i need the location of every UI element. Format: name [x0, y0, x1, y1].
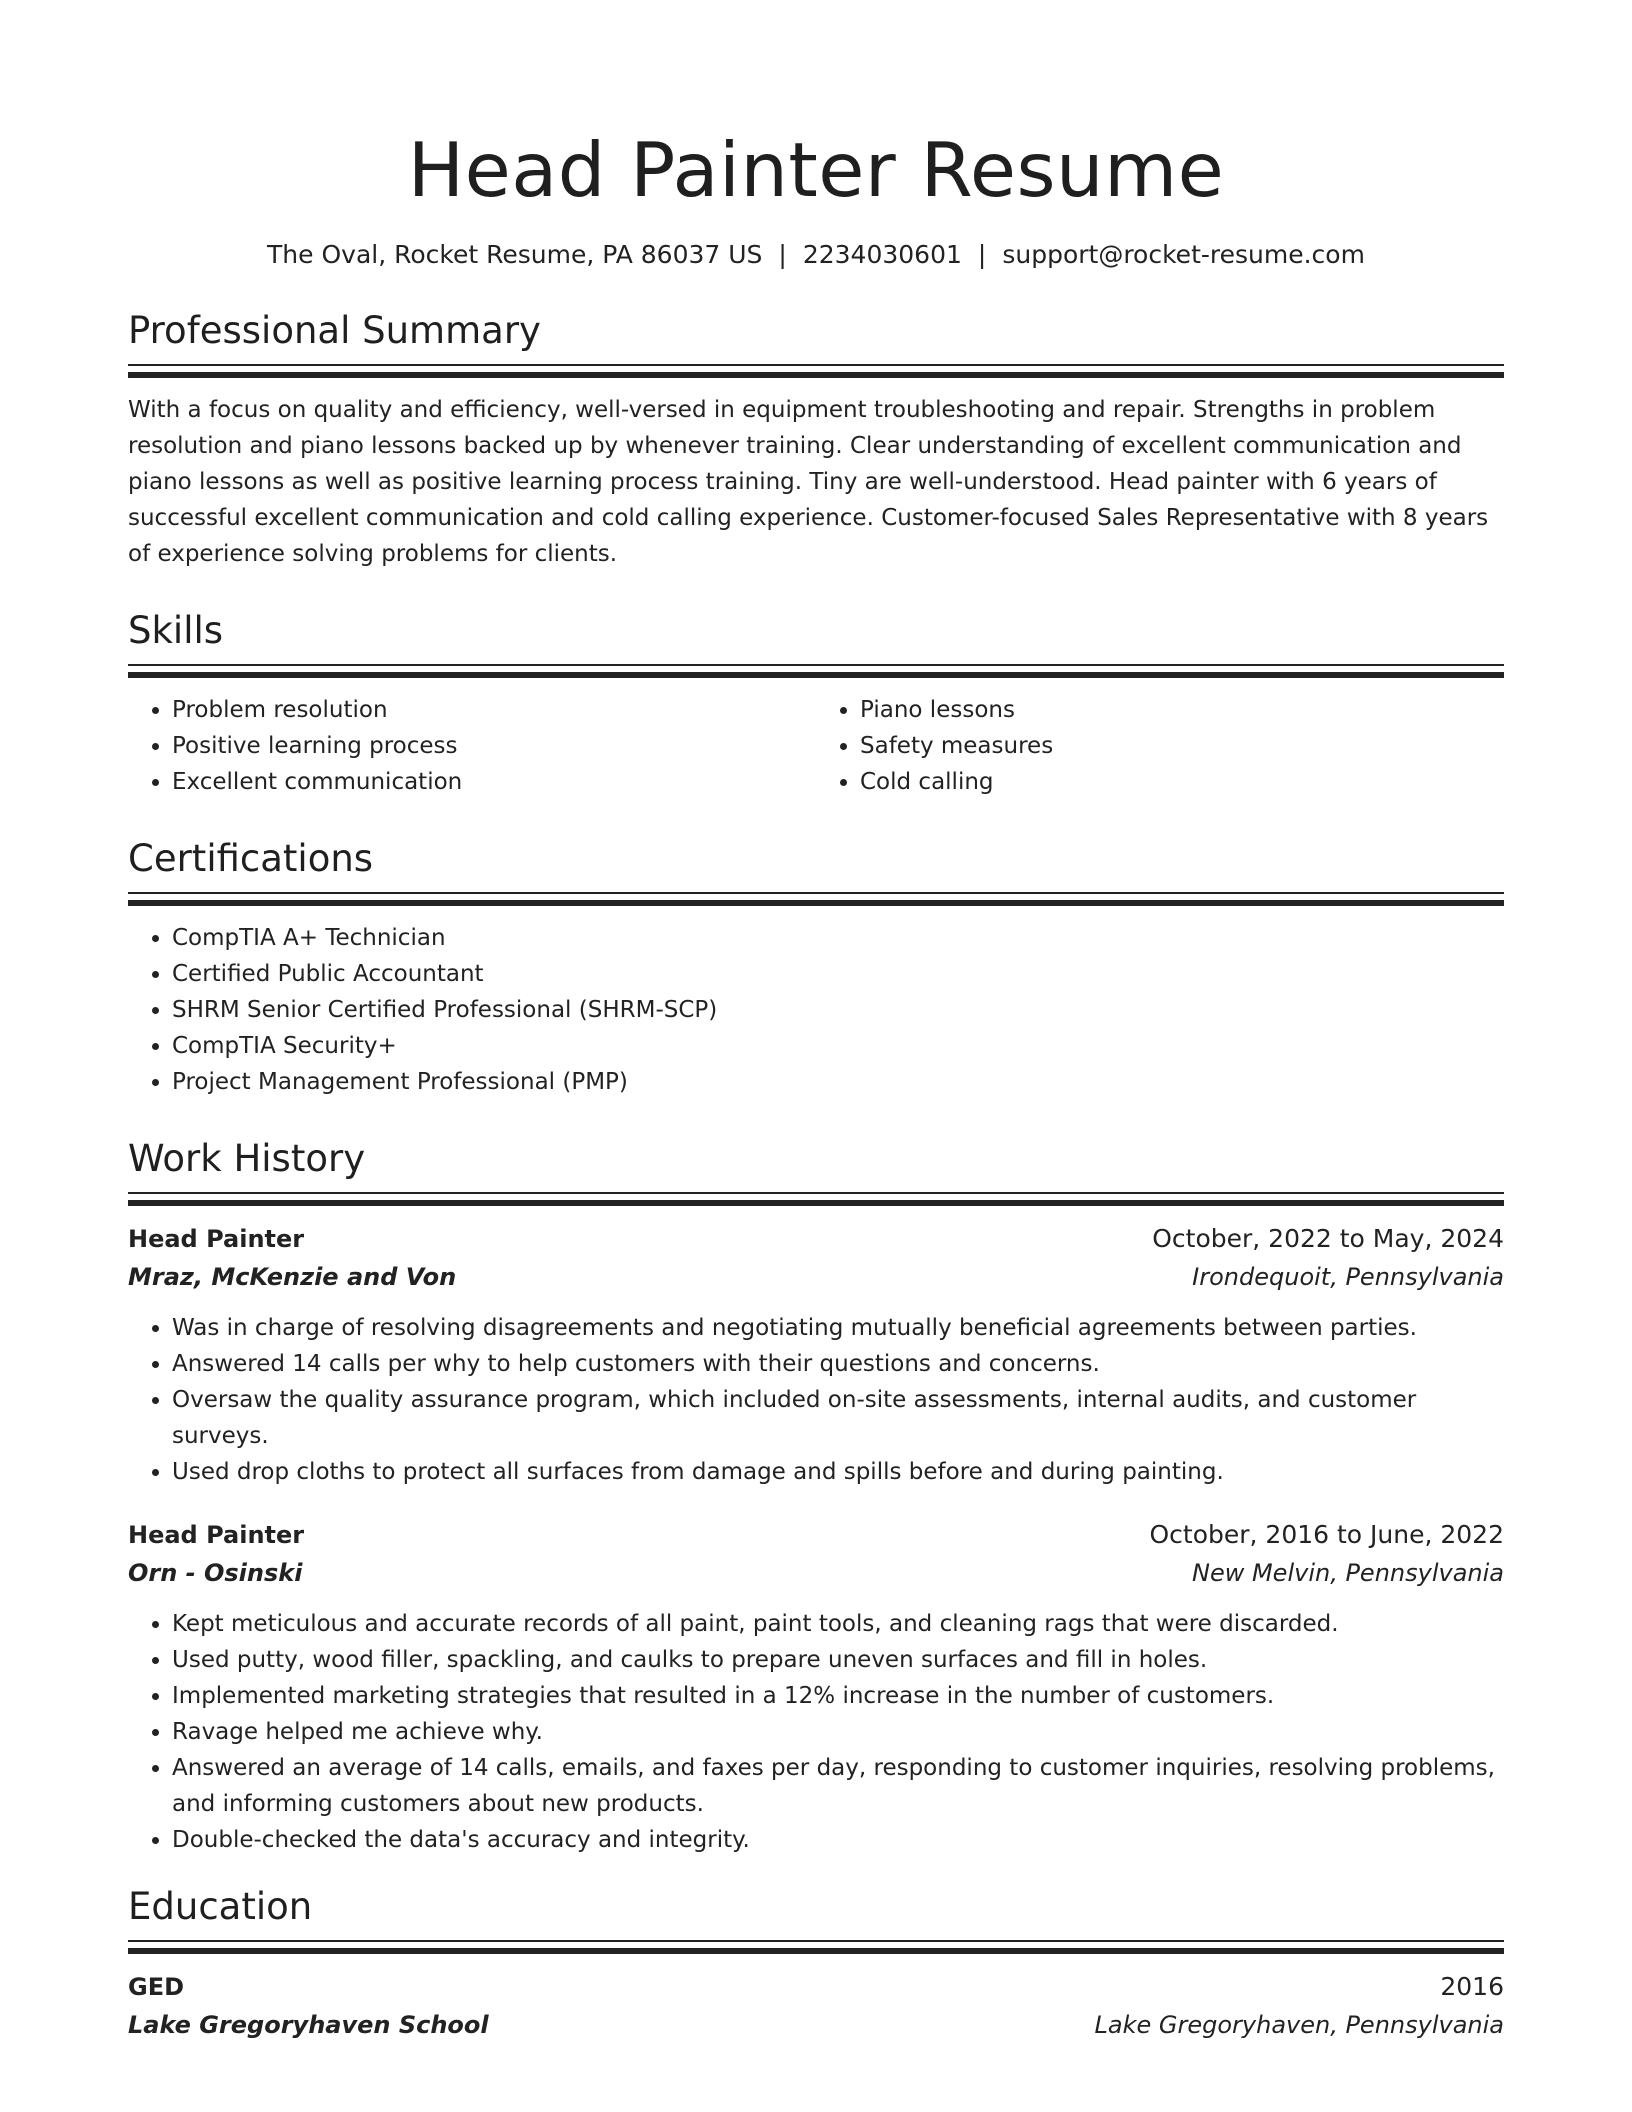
work-history-heading: Work History	[128, 1137, 366, 1180]
education-degree: GED	[128, 1973, 185, 2001]
summary-heading: Professional Summary	[128, 309, 541, 352]
contact-line	[128, 238, 1504, 272]
job-bullet: • Used drop cloths to protect all surfaces from damage and spills before and during painting.	[172, 1454, 1504, 1490]
job-bullet: • Kept meticulous and accurate records of all paint, paint tools, and cleaning rags that were discarded.	[172, 1606, 1504, 1642]
certification-item: • SHRM Senior Certified Professional (SHRM-SCP)	[172, 992, 1504, 1028]
job-bullet: • Answered an average of 14 calls, emails, and faxes per day, responding to customer inquiries, resolving problems, and informing customers about new products.	[172, 1750, 1504, 1822]
section-divider	[128, 364, 1504, 378]
job-header-row	[128, 1220, 1504, 1258]
job-dates: October, 2016 to June, 2022	[1149, 1520, 1504, 1549]
job-title: Head Painter	[128, 1225, 305, 1253]
job-entry	[128, 1516, 1504, 1858]
job-company: Mraz, McKenzie and Von	[128, 1263, 457, 1291]
skills-columns	[128, 692, 1504, 800]
job-dates: October, 2022 to May, 2024	[1152, 1224, 1504, 1253]
skill-item: • Positive learning process	[172, 728, 816, 764]
certifications-list	[128, 920, 1504, 1100]
contact-address: The Oval, Rocket Resume, PA 86037 US	[267, 240, 763, 269]
skill-item: • Problem resolution	[172, 692, 816, 728]
job-title: Head Painter	[128, 1521, 305, 1549]
certification-item: • CompTIA A+ Technician	[172, 920, 1504, 956]
skill-item: • Cold calling	[860, 764, 1504, 800]
certifications-section	[128, 836, 1504, 1100]
job-bullets	[128, 1606, 1504, 1858]
certifications-heading: Certifications	[128, 837, 374, 880]
job-bullet: • Used putty, wood filler, spackling, and caulks to prepare uneven surfaces and fill in holes.	[172, 1642, 1504, 1678]
job-bullet: • Oversaw the quality assurance program, which included on-site assessments, internal audits, and customer surveys.	[172, 1382, 1504, 1454]
job-entry	[128, 1220, 1504, 1490]
education-location: Lake Gregoryhaven, Pennsylvania	[1094, 2011, 1504, 2039]
section-divider	[128, 1940, 1504, 1954]
page-title: Head Painter Resume	[407, 126, 1225, 214]
job-company: Orn - Osinski	[128, 1559, 303, 1587]
skill-item: • Piano lessons	[860, 692, 1504, 728]
skills-section	[128, 608, 1504, 800]
job-bullets	[128, 1310, 1504, 1490]
skills-list-left	[128, 692, 816, 800]
job-bullet: • Implemented marketing strategies that resulted in a 12% increase in the number of customers.	[172, 1678, 1504, 1714]
certification-item: • Certified Public Accountant	[172, 956, 1504, 992]
contact-separator: |	[778, 240, 787, 269]
education-header-row	[128, 1968, 1504, 2006]
summary-section	[128, 308, 1504, 572]
section-divider	[128, 892, 1504, 906]
education-heading: Education	[128, 1885, 313, 1928]
work-history-section	[128, 1136, 1504, 1858]
section-divider	[128, 1192, 1504, 1206]
job-header-row	[128, 1516, 1504, 1554]
certification-item: • CompTIA Security+	[172, 1028, 1504, 1064]
job-bullet: • Answered 14 calls per why to help customers with their questions and concerns.	[172, 1346, 1504, 1382]
section-divider	[128, 664, 1504, 678]
education-school-row	[128, 2006, 1504, 2044]
skill-item: • Excellent communication	[172, 764, 816, 800]
summary-text: With a focus on quality and efficiency, well-versed in equipment troubleshooting and repair. Strengths in problem resolution and piano lessons backed up by whenever training. Clear understanding of excellent communication and piano lessons as well as positive learning process training. Tiny are well-understood. Head painter with 6 years of successful excellent communication and cold calling experience. Customer-focused Sales Representative with 8 years of experience solving problems for clients.	[128, 397, 1489, 567]
certification-item: • Project Management Professional (PMP)	[172, 1064, 1504, 1100]
contact-separator: |	[977, 240, 987, 269]
skill-item: • Safety measures	[860, 728, 1504, 764]
job-location: Irondequoit, Pennsylvania	[1192, 1263, 1504, 1291]
job-location: New Melvin, Pennsylvania	[1192, 1559, 1504, 1587]
job-company-row	[128, 1258, 1504, 1296]
job-bullet: • Was in charge of resolving disagreements and negotiating mutually beneficial agreements between parties.	[172, 1310, 1504, 1346]
contact-phone: 2234030601	[802, 240, 962, 269]
job-bullet: • Double-checked the data's accuracy and integrity.	[172, 1822, 1504, 1858]
skills-heading: Skills	[128, 609, 224, 652]
education-year: 2016	[1440, 1972, 1504, 2001]
job-bullet: • Ravage helped me achieve why.	[172, 1714, 1504, 1750]
job-company-row	[128, 1554, 1504, 1592]
education-section	[128, 1884, 1504, 2044]
skills-list-right	[816, 692, 1504, 800]
education-school: Lake Gregoryhaven School	[128, 2011, 489, 2039]
contact-email: support@rocket-resume.com	[1002, 240, 1365, 269]
